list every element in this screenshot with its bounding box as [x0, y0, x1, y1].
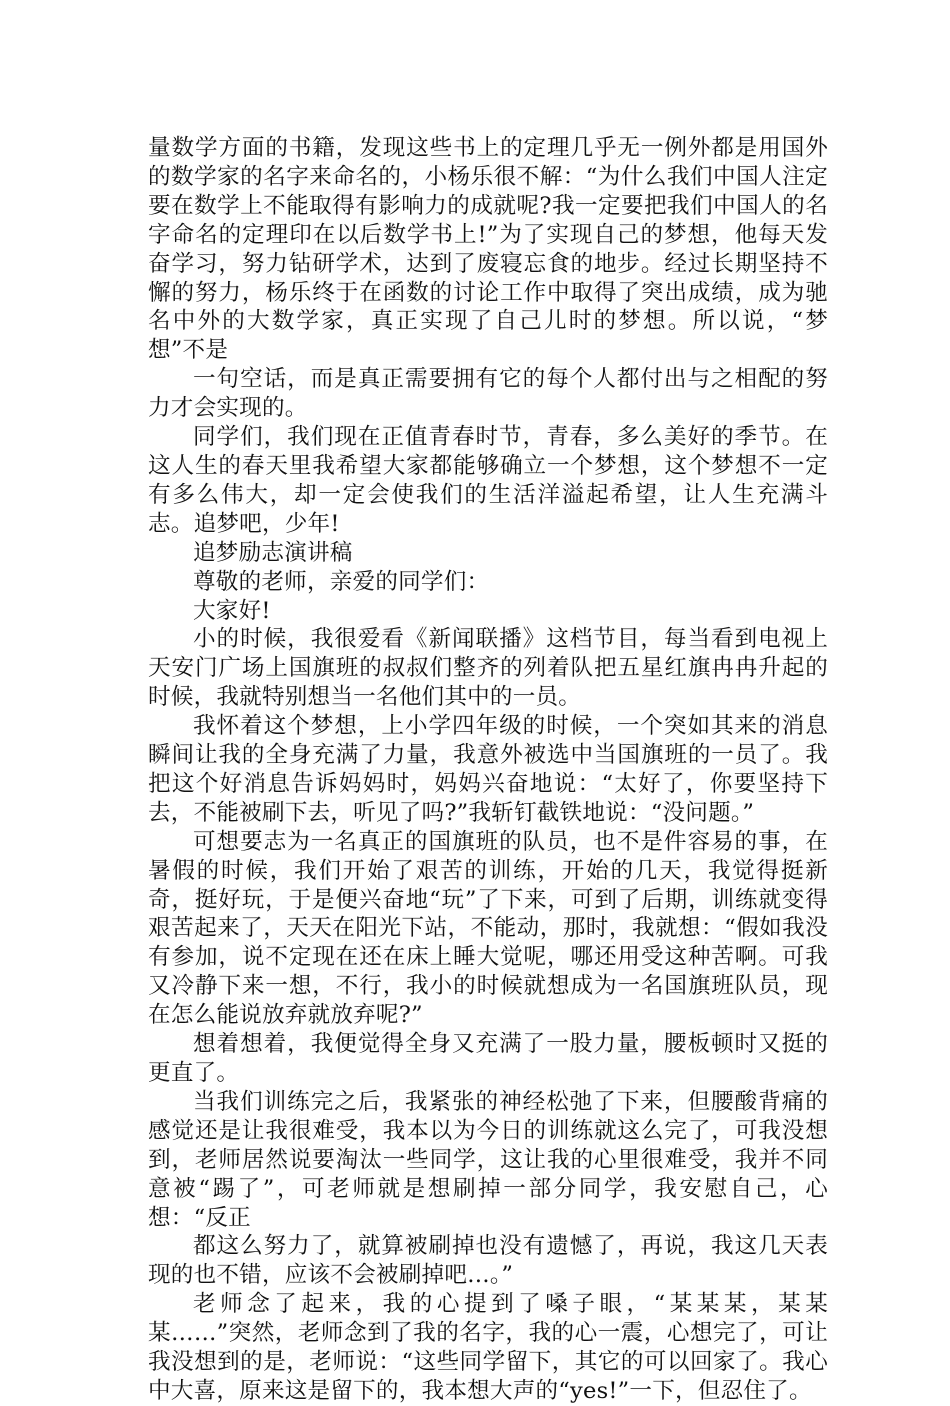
document-body	[148, 134, 828, 1406]
paragraph-2: 一句空话，而是真正需要拥有它的每个人都付出与之相配的努力才会实现的。	[148, 366, 828, 422]
salutation: 尊敬的老师，亲爱的同学们：	[193, 568, 490, 595]
paragraph-7: 小的时候，我很爱看《新闻联播》这档节目，每当看到电视上天安门广场上国旗班的叔叔们整齐的列着队把五星红旗冉冉升起的时候，我就特别想当一名他们其中的一员。	[148, 626, 828, 711]
paragraph-10: 想着想着，我便觉得全身又充满了一股力量，腰板顿时又挺的更直了。	[148, 1031, 828, 1086]
paragraph-9: 可想要志为一名真正的国旗班的队员，也不是件容易的事，在暑假的时候，我们开始了艰苦的训练，开始的几天，我觉得挺新奇，挺好玩，于是便兴奋地“玩”了下来，可到了后期，训练就变得艰苦起来了，天天在阳光下站，不能动，那时，我就想：“假如我没有参加，说不定现在还在床上睡大觉呢，哪还用受这种苦啊。可我又冷静下来一想，不行，我小的时候就想成为一名国旗班队员，现在怎么能说放弃就放弃呢?”	[148, 828, 828, 1029]
speech-title: 追梦励志演讲稿	[193, 539, 353, 566]
paragraph-1: 量数学方面的书籍，发现这些书上的定理几乎无一例外都是用国外的数学家的名字来命名的，小杨乐很不解：“为什么我们中国人注定要在数学上不能取得有影响力的成就呢?我一定要把我们中国人的名字命名的定理印在以后数学书上!”为了实现自己的梦想，他每天发奋学习，努力钻研学术，达到了废寝忘食的地步。经过长期坚持不懈的努力，杨乐终于在函数的讨论工作中取得了突出成绩，成为驰名中外的大数学家，真正实现了自己儿时的梦想。所以说，“梦想”不是	[148, 135, 828, 364]
paragraph-3: 同学们，我们现在正值青春时节，青春，多么美好的季节。在这人生的春天里我希望大家都能够确立一个梦想，这个梦想不一定有多么伟大，却一定会使我们的生活洋溢起希望，让人生充满斗志。追梦吧，少年!	[148, 424, 828, 537]
paragraph-12: 都这么努力了，就算被刷掉也没有遗憾了，再说，我这几天表现的也不错，应该不会被刷掉吧…。”	[148, 1233, 828, 1289]
greeting: 大家好!	[193, 597, 271, 624]
paragraph-13: 老师念了起来，我的心提到了嗓子眼，“某某某，某某某……”突然，老师念到了我的名字，我的心一震，心想完了，可让我没想到的是，老师说：“这些同学留下，其它的可以回家了。我心中大喜，原来这是留下的，我本想大声的“yes!”一下，但忍住了。	[148, 1291, 828, 1404]
paragraph-11: 当我们训练完之后，我紧张的神经松弛了下来，但腰酸背痛的感觉还是让我很难受，我本以为今日的训练就这么完了，可我没想到，老师居然说要淘汰一些同学，这让我的心里很难受，我并不同意被“踢了”，可老师就是想刷掉一部分同学，我安慰自己，心想：“反正	[148, 1088, 828, 1231]
paragraph-8: 我怀着这个梦想，上小学四年级的时候，一个突如其来的消息瞬间让我的全身充满了力量，我意外被选中当国旗班的一员了。我把这个好消息告诉妈妈时，妈妈兴奋地说：“太好了，你要坚持下去，不能被刷下去，听见了吗?”我斩钉截铁地说：“没问题。”	[148, 713, 828, 826]
